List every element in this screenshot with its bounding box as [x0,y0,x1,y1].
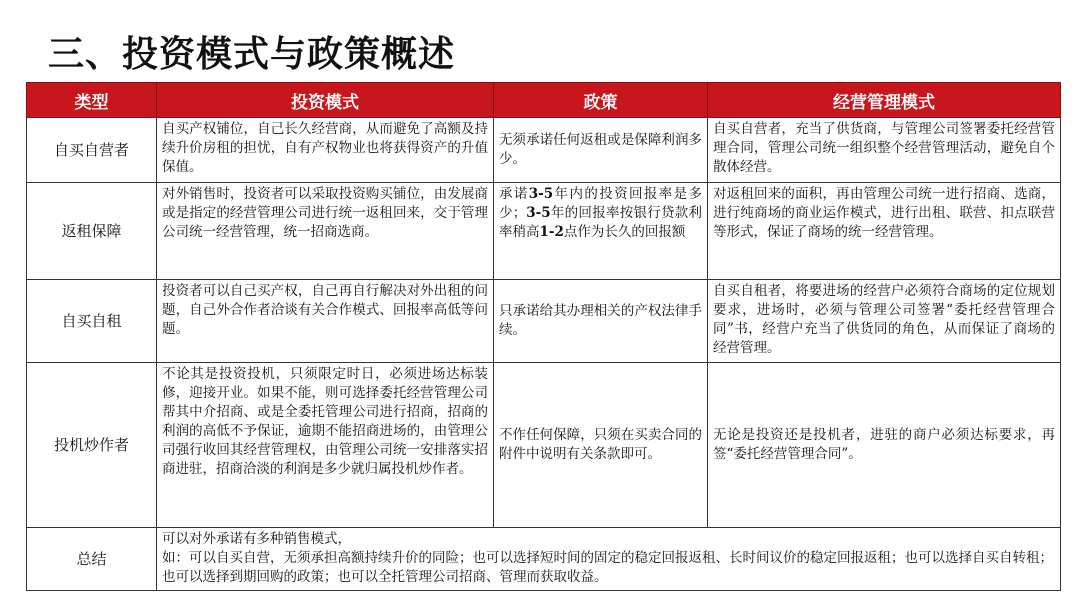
header-policy: 政策 [494,83,708,118]
cell-policy: 不作任何保障，只须在买卖合同的附件中说明有关条款即可。 [494,363,708,528]
table-row [27,118,1061,183]
cell-investment: 不论其是投资投机，只须限定时日，必须进场达标装修，迎接开业。如果不能，则可选择委托经营管理公司帮其中介招商、或是全委托管理公司进行招商，招商的利润的高低不予保证，逾期不能招商进场的，由管理公司强行收回其经营管理权，由管理公司统一安排落实招商进驻，招商洽淡的利润是多少就归属投机炒作者。 [157,363,494,528]
policy-text: 年的回报率按银行贷款利率稍高 [499,205,703,240]
cell-type: 返租保障 [27,183,157,280]
cell-policy: 只承诺给其办理相关的产权法律手续。 [494,280,708,363]
policy-text: 承诺 [499,186,529,202]
table-row [27,183,1061,280]
policy-points-highlight: 1-2 [539,224,564,240]
page-title: 三、投资模式与政策概述 [48,34,456,75]
cell-policy [494,183,708,280]
policy-years-highlight: 3-5 [526,205,551,221]
policy-text: 年内的投资回报率是多少； [499,186,703,221]
policy-text: 点作为长久的回报额 [563,224,686,240]
cell-management: 无论是投资还是投机者，进驻的商户必须达标要求，再签“委托经营管理合同”。 [708,363,1061,528]
table-header-row [27,83,1061,118]
cell-summary-label: 总结 [27,528,157,591]
cell-investment: 自买产权铺位，自己长久经营商，从而避免了高额及持续升价房租的担忧，自有产权物业也将获得资产的升值保值。 [157,118,494,183]
cell-type: 自买自租 [27,280,157,363]
cell-type: 投机炒作者 [27,363,157,528]
investment-policy-table [26,82,1061,591]
header-investment-mode: 投资模式 [157,83,494,118]
cell-type: 自买自营者 [27,118,157,183]
summary-row [27,528,1061,591]
cell-management: 自买自租者，将要进场的经营户必须符合商场的定位规划要求，进场时，必须与管理公司签署“委托经营管理合同”书，经营户充当了供货同的角色，从而保证了商场的经营管理。 [708,280,1061,363]
cell-management: 对返租回来的面积，再由管理公司统一进行招商、选商，进行纯商场的商业运作模式，进行出租、联营、扣点联营等形式，保证了商场的统一经营管理。 [708,183,1061,280]
cell-summary [157,528,1061,591]
summary-line: 如：可以自买自营，无须承担高额持续升价的同险；也可以选择短时间的固定的稳定回报返租、长时间议价的稳定回报返租；也可以选择自买自转租；也可以选择到期回购的政策；也可以全托管理公司招商、管理而获取收益。 [162,550,1053,585]
cell-policy: 无须承诺任何返租或是保障利润多少。 [494,118,708,183]
cell-management: 自买自营者，充当了供货商，与管理公司签署委托经营管理合同，管理公司统一组织整个经营管理活动，避免自个散体经营。 [708,118,1061,183]
header-type: 类型 [27,83,157,118]
table-row [27,280,1061,363]
header-management-mode: 经营管理模式 [708,83,1061,118]
policy-years-highlight: 3-5 [528,186,554,202]
summary-line: 可以对外承诺有多种销售模式， [162,531,351,547]
cell-investment: 对外销售时，投资者可以采取投资购买铺位，由发展商或是指定的经营管理公司进行统一返租回来，交于管理公司统一经营管理，统一招商选商。 [157,183,494,280]
cell-investment: 投资者可以自己买产权，自己再自行解决对外出租的问题，自己外合作者洽谈有关合作模式、回报率高低等问题。 [157,280,494,363]
table-row [27,363,1061,528]
